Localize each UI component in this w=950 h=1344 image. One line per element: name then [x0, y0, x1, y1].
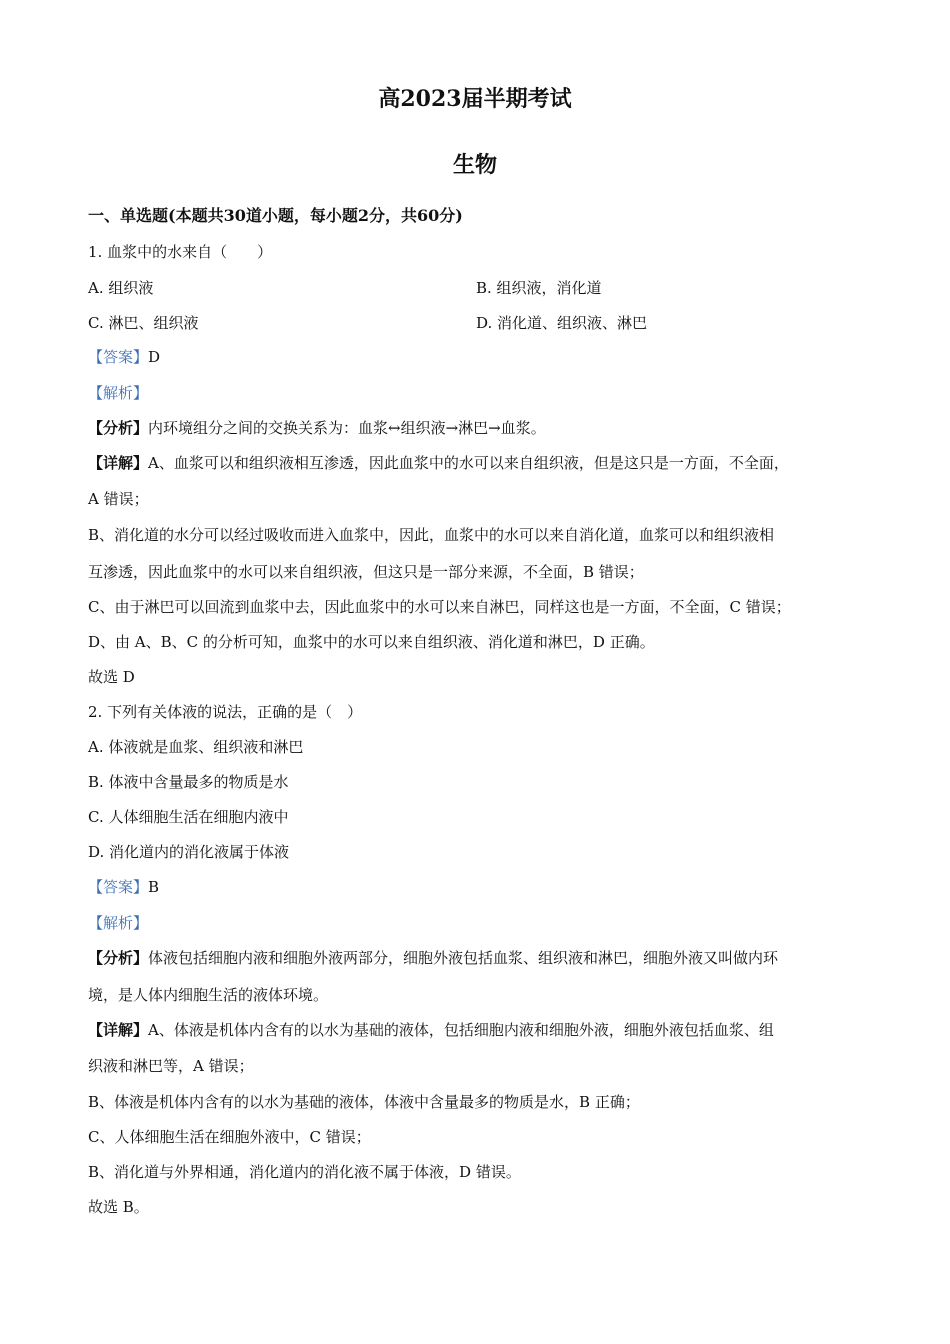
- q2-xiangjie-line2: 织液和淋巴等，A 错误；: [88, 1057, 254, 1075]
- q1-option-b: B. 组织液，消化道: [476, 279, 602, 297]
- q2-xiangjie-line5: B、消化道与外界相通，消化道内的消化液不属于体液，D 错误。: [88, 1163, 521, 1181]
- q2-stem: 2. 下列有关体液的说法，正确的是（ ）: [88, 703, 363, 721]
- fenxi-text: 内环境组分之间的交换关系为：血浆↔组织液→淋巴→血浆。: [148, 419, 546, 437]
- xiangjie-text: A、体液是机体内含有的以水为基础的液体，包括细胞内液和细胞外液，细胞外液包括血浆、组: [148, 1021, 774, 1039]
- fenxi-tag: 【分析】: [88, 949, 149, 967]
- q1-option-c: C. 淋巴、组织液: [88, 314, 199, 332]
- q2-xiangjie-line3: B、体液是机体内含有的以水为基础的液体，体液中含量最多的物质是水，B 正确；: [88, 1093, 640, 1111]
- fenxi-tag: 【分析】: [88, 419, 149, 437]
- q2-fenxi-line1: [88, 948, 778, 968]
- q1-answer: [88, 347, 160, 367]
- section-heading: 一、单选题(本题共30道小题，每小题2分，共60分): [88, 206, 463, 225]
- answer-value: D: [148, 348, 161, 366]
- q1-xiangjie-line2: A 错误；: [88, 490, 149, 508]
- q2-option-b: B. 体液中含量最多的物质是水: [88, 773, 289, 791]
- xiangjie-tag: 【详解】: [88, 454, 149, 472]
- q1-analysis-tag: 【解析】: [88, 384, 149, 402]
- q2-conclusion: 故选 B。: [88, 1198, 149, 1216]
- q1-xiangjie-line3: B、消化道的水分可以经过吸收而进入血浆中，因此，血浆中的水可以来自消化道，血浆可以和组织液相: [88, 526, 775, 544]
- subject-title: 生物: [452, 152, 497, 178]
- q1-xiangjie-line6: D、由 A、B、C 的分析可知，血浆中的水可以来自组织液、消化道和淋巴，D 正确。: [88, 633, 655, 651]
- fenxi-text: 体液包括细胞内液和细胞外液两部分，细胞外液包括血浆、组织液和淋巴，细胞外液又叫做内环: [148, 949, 779, 967]
- q1-option-d: D. 消化道、组织液、淋巴: [476, 314, 648, 332]
- xiangjie-tag: 【详解】: [88, 1021, 149, 1039]
- q2-option-d: D. 消化道内的消化液属于体液: [88, 843, 290, 861]
- q1-xiangjie-line4: 互渗透，因此血浆中的水可以来自组织液，但这只是一部分来源，不全面，B 错误；: [88, 563, 644, 581]
- q1-option-a: A. 组织液: [88, 279, 154, 297]
- q2-analysis-tag: 【解析】: [88, 914, 149, 932]
- q1-stem: 1. 血浆中的水来自（ ）: [88, 243, 273, 261]
- q2-option-a: A. 体液就是血浆、组织液和淋巴: [88, 738, 304, 756]
- exam-title: 高2023届半期考试: [378, 86, 572, 112]
- q2-answer: [88, 877, 159, 897]
- q2-fenxi-line2: 境，是人体内细胞生活的液体环境。: [88, 986, 329, 1004]
- q1-conclusion: 故选 D: [88, 668, 135, 686]
- answer-tag: 【答案】: [88, 878, 149, 896]
- q1-xiangjie-line5: C、由于淋巴可以回流到血浆中去，因此血浆中的水可以来自淋巴，同样这也是一方面，不全面，C 错误；: [88, 598, 791, 616]
- q2-xiangjie-line1: [88, 1020, 774, 1040]
- q1-fenxi: [88, 418, 546, 438]
- answer-value: B: [148, 878, 160, 896]
- answer-tag: 【答案】: [88, 348, 149, 366]
- q2-option-c: C. 人体细胞生活在细胞内液中: [88, 808, 289, 826]
- xiangjie-text: A、血浆可以和组织液相互渗透，因此血浆中的水可以来自组织液，但是这只是一方面，不全面，: [148, 454, 789, 472]
- q1-xiangjie-line1: [88, 453, 789, 473]
- q2-xiangjie-line4: C、人体细胞生活在细胞外液中，C 错误；: [88, 1128, 371, 1146]
